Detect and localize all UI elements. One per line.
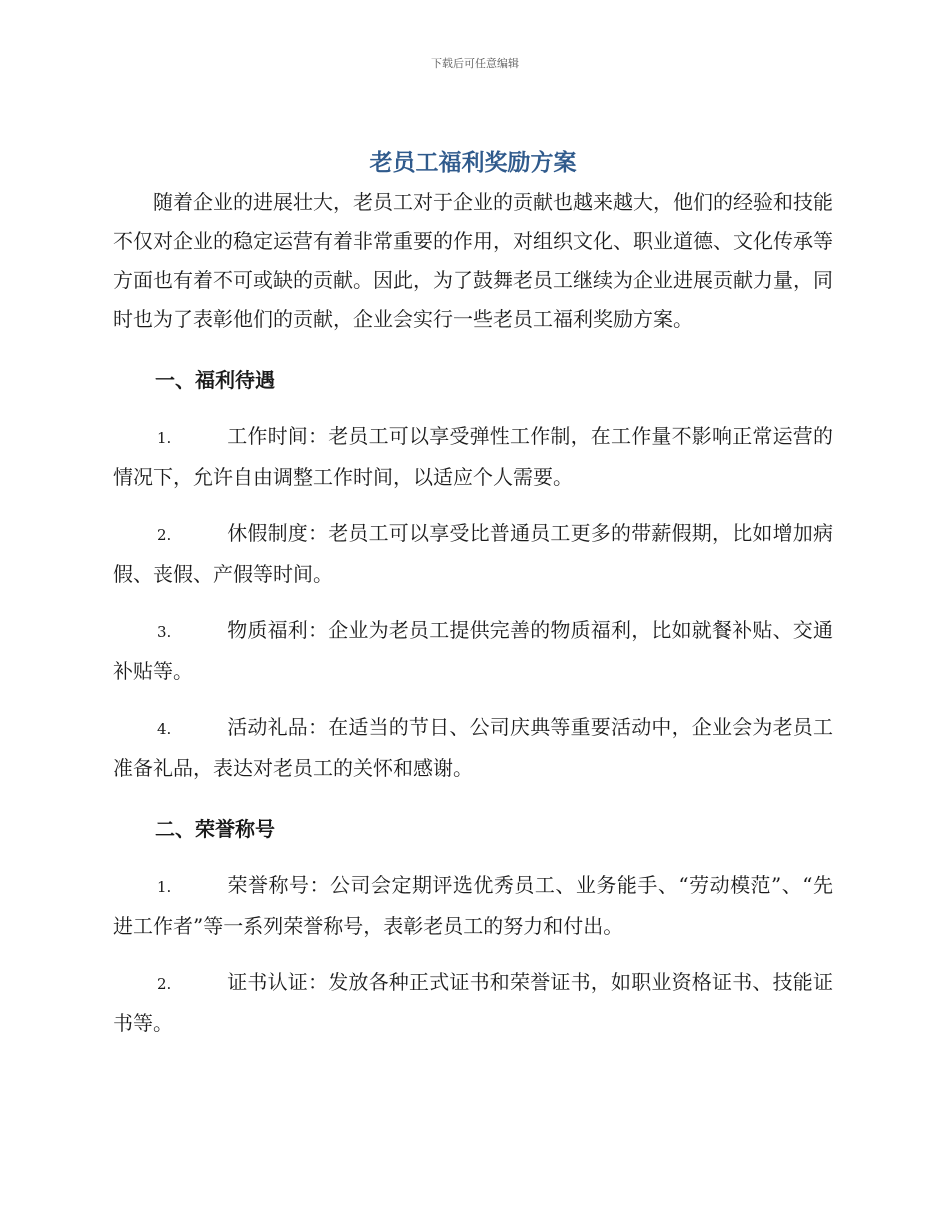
item-text: 休假制度：老员工可以享受比普通员工更多的带薪假期，比如增加病假、丧假、产假等时间。 bbox=[113, 521, 833, 586]
item-number: 3. bbox=[157, 623, 172, 641]
section-heading: 一、福利待遇 bbox=[155, 368, 275, 392]
item-text: 物质福利：企业为老员工提供完善的物质福利，比如就餐补贴、交通补贴等。 bbox=[113, 618, 833, 683]
list-item bbox=[113, 514, 833, 594]
document-title: 老员工福利奖励方案 bbox=[369, 150, 577, 176]
item-text: 活动礼品：在适当的节日、公司庆典等重要活动中，企业会为老员工准备礼品，表达对老员工的关怀和感谢。 bbox=[113, 715, 833, 780]
item-number: 2. bbox=[157, 526, 172, 544]
intro-paragraph: 随着企业的进展壮大，老员工对于企业的贡献也越来越大，他们的经验和技能不仅对企业的稳定运营有着非常重要的作用，对组织文化、职业道德、文化传承等方面也有着不可或缺的贡献。因此，为了鼓舞老员工继续为企业进展贡献力量，同时也为了表彰他们的贡献，企业会实行一些老员工福利奖励方案。 bbox=[113, 190, 833, 331]
item-number: 1. bbox=[157, 429, 172, 447]
item-text: 荣誉称号：公司会定期评选优秀员工、业务能手、“劳动模范”、“先进工作者”等一系列荣誉称号，表彰老员工的努力和付出。 bbox=[113, 873, 833, 938]
header-note: 下载后可任意编辑 bbox=[431, 57, 519, 70]
item-number: 4. bbox=[157, 720, 172, 738]
item-text: 证书认证：发放各种正式证书和荣誉证书，如职业资格证书、技能证书等。 bbox=[113, 970, 833, 1035]
section-benefits bbox=[113, 361, 833, 788]
section-honors bbox=[113, 810, 833, 1043]
item-number: 2. bbox=[157, 975, 172, 993]
item-number: 1. bbox=[157, 878, 172, 896]
list-item bbox=[113, 611, 833, 691]
document-body bbox=[113, 143, 833, 1060]
list-item bbox=[113, 417, 833, 497]
list-item bbox=[113, 866, 833, 946]
item-text: 工作时间：老员工可以享受弹性工作制，在工作量不影响正常运营的情况下，允许自由调整工作时间，以适应个人需要。 bbox=[113, 424, 833, 489]
section-heading: 二、荣誉称号 bbox=[155, 817, 275, 841]
list-item bbox=[113, 963, 833, 1043]
list-item bbox=[113, 708, 833, 788]
